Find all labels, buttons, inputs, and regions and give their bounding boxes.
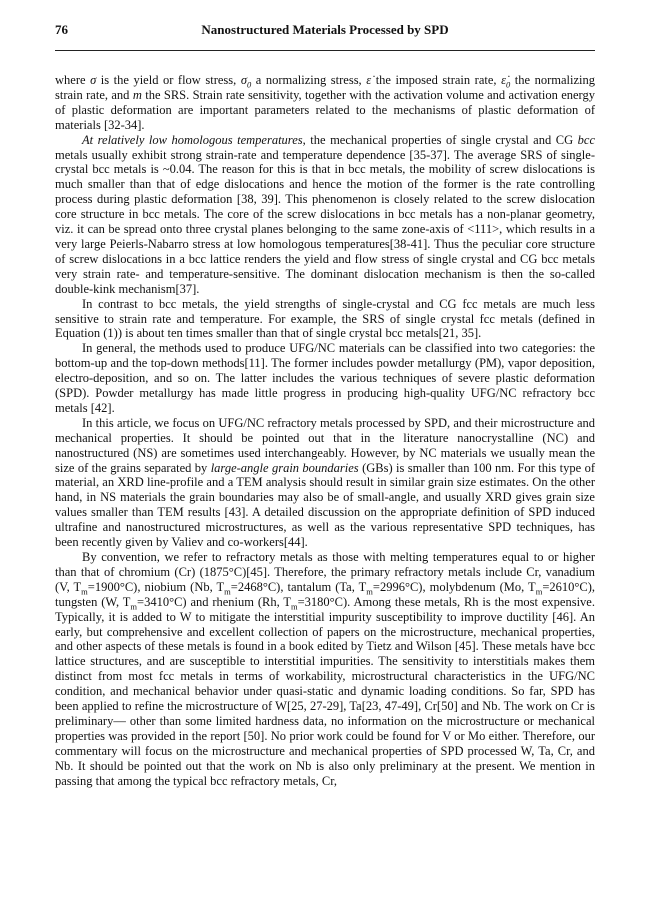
text-run: =2610°C), tungsten (W, T xyxy=(55,579,595,609)
text-run: metals usually exhibit strong strain-rate and temperature dependence [35-37]. The average SRS of single-crystal bcc metals is ~0.04. The reason for this is that in bcc metals, the mobility of screw dislocations is much smaller than that of edge dislocations and hence the motion of the former is the rate controlling process during plastic deformation [38, 39]. This phenomenon is closely related to the screw dislocation core structure in bcc metals. The core of the screw dislocations in bcc metals has a non-planar geometry, viz. it can be spread onto three crystal planes belonging to the same zone-axis of <111>, which results in a very large Peierls-Nabarro stress at low homologous temperatures[38-41]. Thus the peculiar core structure of screw dislocations in a bcc lattice renders the yield and flow stress of single crystal and CG bcc metals very strain rate- and temperature-sensitive. The dominant dislocation mechanism is then the so-called double-kink mechanism[37]. xyxy=(55,147,595,296)
italic-text: bcc xyxy=(577,132,596,147)
running-header-title: Nanostructured Materials Processed by SPD xyxy=(201,22,449,37)
subscript-text: m xyxy=(366,586,373,597)
text-run: the imposed strain rate, xyxy=(371,73,502,87)
text-run: (GBs) is smaller than 100 nm. For this type of material, an XRD line-profile and a TEM analysis should result in similar grain size estimates. On the other hand, in NS materials the grain boundaries may also be of small-angle, and usually XRD gives grain size values smaller than TEM results [43]. A detailed discussion on the appropriate definition of SPD induced ultrafine and nanostructured microstructures, as well as the various representative SPD techniques, has been recently given by Valiev and co-workers[44]. xyxy=(55,460,595,550)
text-run: is the yield or flow stress, xyxy=(96,73,241,87)
paragraph xyxy=(55,73,595,133)
page-number: 76 xyxy=(55,22,68,37)
paragraph xyxy=(55,550,595,789)
text-run: where xyxy=(55,73,91,87)
paragraph xyxy=(55,297,595,342)
italic-text: At relatively low homologous temperatures xyxy=(82,132,303,147)
italic-text: large-angle grain boundaries xyxy=(210,460,359,475)
subscript-text: m xyxy=(130,601,138,612)
text-run: In contrast to bcc metals, the yield strengths of single-crystal and CG fcc metals are much less sensitive to strain rate and temperature. For example, the SRS of single crystal fcc metals (defined in Equation (1)) is about ten times smaller than that of single crystal bcc metals[21, 35]. xyxy=(55,296,595,341)
italic-text: σ xyxy=(240,73,247,87)
subscript-text: 0 xyxy=(246,79,252,90)
paragraph xyxy=(55,341,595,416)
text-run: In this article, we focus on UFG/NC refractory metals processed by SPD, and their microstructure and mechanical properties. It should be pointed out that in the literature nanocrystalline (NC) and nanostructured (NS) are sometimes used interchangeably. However, by NC materials we usually mean the size of the grains separated by xyxy=(55,415,595,475)
subscript-text: m xyxy=(81,586,88,597)
text-run: In general, the methods used to produce UFG/NC materials can be classified into two categories: the bottom-up and the top-down methods[11]. The former includes powder metallurgy (PM), vapor deposition, electro-deposition, and so on. The latter includes the various techniques of severe plastic deformation (SPD). Powder metallurgy has made little progress in producing high-quality UFG/NC refractory bcc metals [42]. xyxy=(55,341,595,415)
paragraph xyxy=(55,133,595,297)
italic-text: σ xyxy=(90,73,97,87)
text-run: =3180°C). Among these metals, Rh is the most expensive. Typically, it is added to W to mitigate the interstitial impurity susceptibility to improve ductility [46]. An early, but comprehensive and excellent collection of papers on the microstructure, mechanical properties, and other aspects of these metals is found in a book edited by Tietz and Wilson [45]. These metals have bcc lattice structures, and are susceptible to interstitial impurities. The sensitivity to interstitials makes them distinct from most fcc metals in terms of workability, microstructural characteristics in the UFG/NC condition, and mechanical behavior under quasi-static and dynamic loading conditions. So far, SPD has been applied to refine the microstructure of W[25, 27-29], Ta[23, 47-49], Cr[50] and Nb. The work on Cr is preliminary— other than some limited hardness data, no information on the microstructure or mechanical properties was provided in the report [50]. No prior work could be found for V or Mo either. Therefore, our commentary will focus on the microstructure and mechanical properties of SPD processed W, Ta, Cr, and Nb. It should be pointed out that the work on Nb is also only preliminary at the present. We mention in passing that among the typical bcc refractory metals, Cr, xyxy=(55,594,595,788)
subscript-text: m xyxy=(291,601,298,612)
paragraph xyxy=(55,416,595,550)
text-run: =2468°C), tantalum (Ta, T xyxy=(230,579,367,594)
text-run: the normalizing strain rate, and xyxy=(55,73,595,102)
text-run: =1900°C), niobium (Nb, T xyxy=(87,579,225,594)
text-run: the SRS. Strain rate sensitivity, together with the activation volume and activation energy of plastic deformation are important parameters related to the mechanisms of plastic deformation of materials [32-34]. xyxy=(55,87,595,132)
body-text xyxy=(55,73,595,789)
page-header xyxy=(55,22,595,44)
italic-text: ε̇ xyxy=(366,73,372,87)
subscript-text: m xyxy=(535,586,543,597)
text-run: a normalizing stress, xyxy=(251,73,367,87)
text-run: =2996°C), molybdenum (Mo, T xyxy=(372,579,536,594)
subscript-text: m xyxy=(224,586,231,597)
subscript-text: 0 xyxy=(506,79,511,90)
italic-text: ε̇ xyxy=(501,73,507,87)
text-run: , the mechanical properties of single crystal and CG xyxy=(302,132,578,147)
text-run: By convention, we refer to refractory metals as those with melting temperatures equal to or higher than that of chromium (Cr) (1875°C)[45]. Therefore, the primary refractory metals include Cr, vanadium (V, T xyxy=(55,550,595,594)
italic-text: m xyxy=(132,87,142,102)
text-run: =3410°C) and rhenium (Rh, T xyxy=(137,594,291,609)
header-rule xyxy=(55,50,595,51)
